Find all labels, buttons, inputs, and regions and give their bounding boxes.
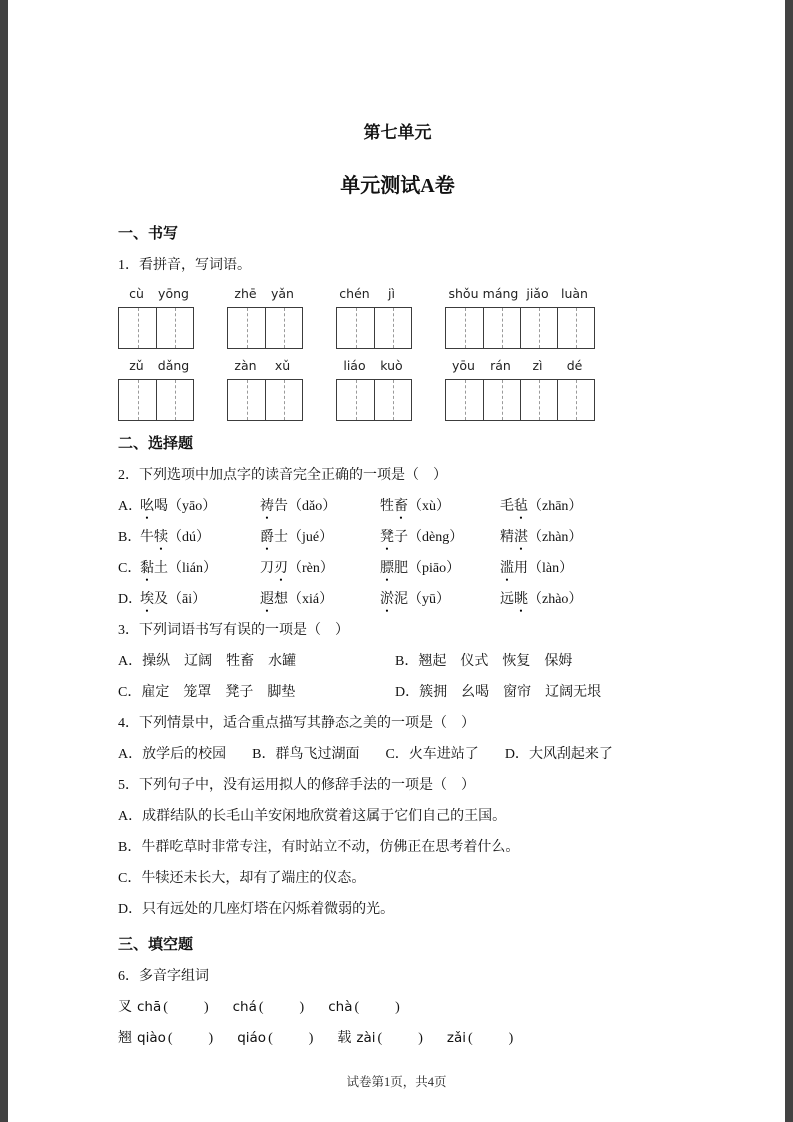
polyphone-hanzi: 载 — [337, 1031, 352, 1046]
pinyin-grid-group — [227, 286, 303, 349]
dotted-word-item — [260, 591, 380, 608]
polyphone-item — [447, 1031, 513, 1046]
page-subtitle: 单元测试A卷 — [340, 175, 455, 197]
word-pinyin: （xù） — [408, 499, 450, 514]
dotted-word-item — [380, 498, 500, 515]
polyphone-pinyin: zǎi — [446, 1030, 466, 1046]
option-text: 牛群吃草时非常专注，有时站立不动，仿佛正在思考着什么。 — [141, 840, 520, 855]
q5-options — [118, 808, 677, 918]
hanzi-char: 告 — [274, 499, 288, 514]
pinyin-row — [336, 286, 412, 302]
page-edge-left — [0, 0, 8, 1122]
q5-stem: 5．下列句子中，没有运用拟人的修辞手法的一项是（ ） — [118, 778, 475, 793]
choice-option — [118, 870, 677, 887]
option-label: A． — [118, 654, 143, 669]
writing-cell — [374, 308, 411, 348]
paren-close: ) — [203, 1000, 209, 1015]
writing-cell — [374, 380, 411, 420]
paren-open: ( — [167, 1031, 173, 1046]
hanzi-char: 土 — [154, 561, 168, 576]
hanzi-char: 子 — [394, 530, 408, 545]
polyphone-pinyin: zài — [356, 1030, 376, 1046]
paren-open: ( — [354, 1000, 360, 1015]
word-pinyin: （āi） — [168, 592, 207, 607]
pinyin-row — [445, 358, 595, 374]
polyphone-pinyin: chà — [328, 999, 353, 1015]
pinyin-grid-rows — [118, 286, 677, 421]
choice-option — [395, 684, 677, 701]
word-pinyin: （dú） — [168, 530, 210, 545]
option-text: 牛犊还未长大，却有了端庄的仪态。 — [141, 871, 366, 886]
writing-cell — [228, 308, 265, 348]
pinyin-grid-group — [227, 358, 303, 421]
pinyin-row — [118, 286, 194, 302]
hanzi-char: 及 — [154, 592, 168, 607]
polyphone-line — [118, 1030, 677, 1047]
polyphone-item — [328, 1000, 400, 1015]
paren-close: ) — [208, 1031, 214, 1046]
choice-option — [118, 684, 395, 701]
pinyin-syllable: máng — [482, 286, 519, 301]
word-pinyin: （piāo） — [408, 561, 461, 576]
writing-grid — [118, 307, 194, 349]
writing-grid — [445, 379, 595, 421]
option-text: 只有远处的几座灯塔在闪烁着微弱的光。 — [142, 902, 395, 917]
pinyin-syllable: yōu — [452, 358, 475, 373]
word-pinyin: （zhān） — [528, 499, 583, 514]
writing-cell — [156, 308, 193, 348]
pinyin-grid-group — [118, 286, 194, 349]
pinyin-grid-group — [336, 286, 412, 349]
option-label: D． — [118, 592, 143, 607]
hanzi-char: 肥 — [394, 561, 408, 576]
word-pinyin: （yāo） — [168, 499, 217, 514]
option-label: A． — [118, 499, 143, 514]
dotted-word-item — [380, 591, 500, 608]
dotted-word-item — [500, 560, 620, 577]
writing-cell — [337, 380, 374, 420]
dotted-word-item — [260, 498, 380, 515]
word-pinyin: （xiá） — [288, 592, 334, 607]
writing-cell — [557, 308, 594, 348]
choice-option — [118, 808, 677, 825]
hanzi-char: 想 — [274, 592, 288, 607]
writing-grid — [445, 307, 595, 349]
option-text: 翘起 仪式 恢复 保姆 — [418, 654, 573, 669]
pinyin-syllable: dǎng — [157, 358, 190, 373]
option-text: 大风刮起来了 — [528, 747, 613, 762]
writing-grid — [336, 379, 412, 421]
paren-close: ) — [395, 1000, 400, 1015]
option-text: 火车进站了 — [408, 747, 479, 762]
choice-option — [118, 591, 677, 608]
pinyin-syllable: zǔ — [129, 358, 144, 373]
polyphone-pinyin: chā — [137, 999, 162, 1015]
hanzi-char: 喝 — [154, 499, 168, 514]
hanzi-char: 士 — [274, 530, 288, 545]
hanzi-char: 埃 — [140, 592, 154, 607]
q1-stem: 1．看拼音，写词语。 — [118, 258, 251, 273]
word-pinyin: （jué） — [288, 530, 334, 545]
pinyin-syllable: jì — [388, 286, 395, 301]
polyphone-item — [118, 1000, 209, 1015]
pinyin-syllable: rán — [490, 358, 511, 373]
pinyin-grid-group — [445, 286, 595, 349]
writing-grid — [227, 307, 303, 349]
word-pinyin: （dèng） — [408, 530, 464, 545]
q4-stem: 4．下列情景中，适合重点描写其静态之美的一项是（ ） — [118, 716, 475, 731]
writing-cell — [119, 380, 156, 420]
writing-cell — [265, 380, 302, 420]
polyphone-pinyin: qiáo — [237, 1030, 267, 1046]
polyphone-hanzi: 叉 — [118, 1000, 132, 1015]
hanzi-char: 毡 — [514, 499, 528, 514]
option-label: B． — [395, 654, 419, 669]
writing-cell — [520, 308, 557, 348]
dotted-word-item — [380, 529, 500, 546]
pinyin-row — [227, 286, 303, 302]
pinyin-syllable: shǒu — [448, 286, 479, 301]
pinyin-grid-group — [445, 358, 595, 421]
pinyin-grid-group — [118, 358, 194, 421]
word-pinyin: （zhào） — [528, 592, 583, 607]
option-label: C． — [118, 871, 142, 886]
dotted-word-item — [140, 591, 260, 608]
choice-option — [118, 839, 677, 856]
choice-option — [118, 653, 395, 670]
paren-close: ) — [308, 1031, 314, 1046]
option-label: A． — [118, 747, 143, 762]
dotted-word-item — [140, 498, 260, 515]
option-label: D． — [118, 902, 143, 917]
pinyin-row — [227, 358, 303, 374]
paren-open: ( — [258, 1000, 264, 1015]
hanzi-char: 远 — [500, 592, 514, 607]
hanzi-char: 黏 — [140, 561, 154, 576]
writing-cell — [228, 380, 265, 420]
pinyin-syllable: chén — [339, 286, 370, 301]
option-label: B． — [252, 747, 276, 762]
pinyin-row — [336, 358, 412, 374]
pinyin-row — [118, 358, 194, 374]
option-text: 成群结队的长毛山羊安闲地欣赏着这属于它们自己的王国。 — [142, 809, 507, 824]
writing-grid — [227, 379, 303, 421]
word-pinyin: （dǎo） — [288, 499, 337, 514]
choice-option — [385, 746, 478, 763]
writing-cell — [483, 380, 520, 420]
q2-stem: 2．下列选项中加点字的读音完全正确的一项是（ ） — [118, 468, 447, 483]
pinyin-grid-row — [118, 286, 677, 349]
hanzi-char: 牲 — [380, 499, 394, 514]
paren-open: ( — [377, 1031, 383, 1046]
polyphone-item — [337, 1031, 422, 1046]
pinyin-syllable: jiǎo — [526, 286, 549, 301]
pinyin-row — [445, 286, 595, 302]
option-label: C． — [385, 747, 409, 762]
pinyin-syllable: zhē — [234, 286, 257, 301]
q3-options — [118, 653, 677, 701]
pinyin-grid-group — [336, 358, 412, 421]
hanzi-char: 眺 — [514, 592, 528, 607]
pinyin-syllable: yǎn — [271, 286, 294, 301]
option-label: A． — [118, 809, 143, 824]
q6-lines — [118, 999, 677, 1047]
polyphone-item — [233, 1000, 305, 1015]
choice-option — [505, 746, 613, 763]
word-pinyin: （zhàn） — [528, 530, 583, 545]
paren-close: ) — [508, 1031, 514, 1046]
pinyin-syllable: zàn — [234, 358, 257, 373]
hanzi-char: 淤 — [380, 592, 394, 607]
hanzi-char: 畜 — [394, 499, 408, 514]
pinyin-grid-row — [118, 358, 677, 421]
paren-close: ) — [418, 1031, 423, 1046]
section-heading-writing: 一、书写 — [118, 226, 179, 242]
writing-cell — [483, 308, 520, 348]
writing-cell — [520, 380, 557, 420]
polyphone-item — [118, 1031, 213, 1046]
option-text: 群鸟飞过湖面 — [275, 747, 360, 762]
dotted-word-item — [260, 560, 380, 577]
hanzi-char: 毛 — [500, 499, 514, 514]
hanzi-char: 滥 — [500, 561, 514, 576]
polyphone-pinyin: qiào — [137, 1030, 166, 1046]
word-pinyin: （lián） — [168, 561, 217, 576]
option-label: D． — [395, 685, 420, 700]
word-pinyin: （yū） — [408, 592, 450, 607]
dotted-word-item — [500, 591, 620, 608]
writing-grid — [118, 379, 194, 421]
option-label: B． — [118, 840, 142, 855]
paren-open: ( — [268, 1031, 273, 1046]
dotted-word-item — [140, 560, 260, 577]
option-text: 雇定 笼罩 凳子 脚垫 — [141, 685, 296, 700]
writing-cell — [446, 308, 483, 348]
choice-option — [252, 746, 359, 763]
hanzi-char: 牛 — [140, 530, 154, 545]
hanzi-char: 膘 — [380, 561, 394, 576]
pinyin-syllable: xǔ — [274, 358, 291, 373]
q3-stem: 3．下列词语书写有误的一项是（ ） — [118, 623, 349, 638]
hanzi-char: 刃 — [274, 561, 288, 576]
pinyin-syllable: dé — [566, 358, 583, 373]
hanzi-char: 湛 — [514, 530, 528, 545]
hanzi-char: 泥 — [394, 592, 408, 607]
hanzi-char: 犊 — [154, 530, 168, 545]
writing-cell — [446, 380, 483, 420]
pinyin-syllable: zì — [532, 358, 543, 373]
dotted-word-item — [380, 560, 500, 577]
hanzi-char: 用 — [514, 561, 528, 576]
dotted-word-item — [140, 529, 260, 546]
hanzi-char: 遐 — [260, 592, 274, 607]
word-pinyin: （rèn） — [288, 561, 334, 576]
polyphone-pinyin: chá — [232, 999, 257, 1015]
page-title: 第七单元 — [363, 123, 432, 142]
option-label: C． — [118, 685, 142, 700]
paren-open: ( — [163, 1000, 168, 1015]
hanzi-char: 吆 — [140, 499, 154, 514]
hanzi-char: 凳 — [380, 530, 394, 545]
writing-grid — [336, 307, 412, 349]
page-footer: 试卷第1页，共4页 — [346, 1075, 447, 1089]
polyphone-line — [118, 999, 677, 1016]
option-text: 操纵 辽阔 牲畜 水罐 — [142, 654, 297, 669]
choice-option — [118, 560, 677, 577]
option-text: 簇拥 幺喝 窗帘 辽阔无垠 — [419, 685, 602, 700]
section-heading-fill: 三、填空题 — [118, 937, 194, 953]
paren-close: ) — [299, 1000, 305, 1015]
q6-stem: 6．多音字组词 — [118, 969, 209, 984]
writing-cell — [557, 380, 594, 420]
choice-option — [118, 498, 677, 515]
pinyin-syllable: yōng — [158, 286, 189, 301]
choice-option — [118, 746, 226, 763]
polyphone-hanzi: 翘 — [118, 1031, 132, 1046]
hanzi-char: 刀 — [260, 561, 274, 576]
writing-cell — [337, 308, 374, 348]
dotted-word-item — [500, 529, 620, 546]
choice-option — [395, 653, 677, 670]
option-text: 放学后的校园 — [142, 747, 227, 762]
section-heading-choice: 二、选择题 — [118, 436, 194, 452]
option-label: C． — [118, 561, 142, 576]
dotted-word-item — [260, 529, 380, 546]
polyphone-item — [237, 1031, 313, 1046]
q2-options — [118, 498, 677, 608]
q4-options — [118, 746, 677, 763]
page-edge-right — [785, 0, 793, 1122]
hanzi-char: 精 — [500, 530, 514, 545]
hanzi-char: 祷 — [260, 499, 274, 514]
word-pinyin: （làn） — [528, 561, 574, 576]
option-label: B． — [118, 530, 142, 545]
pinyin-syllable: cù — [129, 286, 144, 301]
pinyin-syllable: kuò — [380, 358, 403, 373]
choice-option — [118, 529, 677, 546]
pinyin-syllable: liáo — [343, 358, 366, 373]
writing-cell — [156, 380, 193, 420]
paren-open: ( — [468, 1031, 473, 1046]
pinyin-syllable: luàn — [561, 286, 588, 301]
option-label: D． — [504, 747, 529, 762]
hanzi-char: 爵 — [260, 530, 274, 545]
dotted-word-item — [500, 498, 620, 515]
choice-option — [118, 901, 677, 918]
writing-cell — [265, 308, 302, 348]
writing-cell — [119, 308, 156, 348]
